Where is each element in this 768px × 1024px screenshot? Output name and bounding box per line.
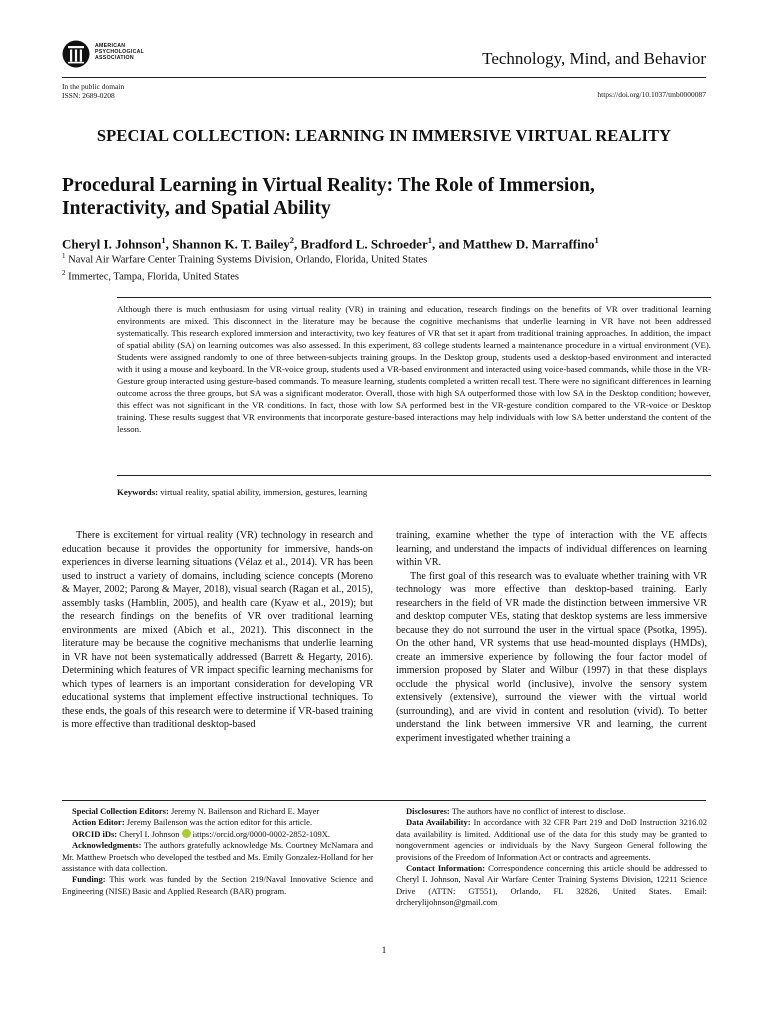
author-name: Cheryl I. Johnson	[62, 236, 162, 252]
abstract-bottom-rule	[117, 475, 711, 476]
footnote: Action Editor: Jeremy Bailenson was the action editor for this article.	[72, 817, 313, 828]
affiliation-item: $^1$ Naval Air Warfare Center Training Systems Division, Orlando, Florida, United States	[62, 252, 428, 266]
body-paragraph: There is excitement for virtual reality (VR) technology in research and education because it provides the opportunity for immersive, hands-on experiences in diverse learning situations (Vélaz et al., 2014). VR has been used to instruct a variety of domains, including science concepts (Moreno & Mayer, 2002; Parong & Mayer, 2018), visual search (Ragan et al., 2015), assembly tasks (Hamblin, 2005), and health care (Kyaw et al., 2019); but the research findings on the benefits of VR over traditional learning environments are mixed (Abich et al., 2021). This disconnect in the literature may be because the cognitive mechanisms that underlie learning in VR have not been systematically addressed (Barrett & Hegarty, 2016). Determining which features of VR impact specific learning mechanisms for which types of learners is an important consideration for developing VR educational systems that implement effective instructional techniques. To these ends, the goals of this research were to determine if VR-based training is more effective than traditional desktop-based	[62, 530, 373, 730]
orcid-link[interactable]: https://orcid.org/0000-0002-2852-109X.	[190, 828, 330, 839]
affiliations	[62, 250, 427, 283]
page-number: 1	[381, 946, 387, 956]
publisher-name: AMERICAN PSYCHOLOGICAL ASSOCIATION	[95, 43, 145, 62]
abstract-text: Although there is much enthusiasm for using virtual reality (VR) in training and education, research findings on the benefits of VR over traditional learning environments are mixed. This disconnect in the literature may be because the cognitive mechanisms that underlie learning in VR have not been addressed systematically. This research explored immersion and interactivity, two key features of VR that set it apart from traditional training approaches. In addition, the impact of spatial ability (SA) on learning outcomes was also assessed. In this experiment, 83 college students learned a maintenance procedure in a virtual environment (VE). Students were assigned randomly to one of three between-subjects training groups. In the Desktop group, students used a desktop-based environment and interacted with it using a mouse and keyboard. In the VR-voice group, students used a VR-based environment and interacted using voice-based commands, while those in the VR-Gesture group interacted using gesture-based commands. To measure learning, students completed a written recall test. There were no significant differences in learning outcome across the three groups, but SA was a significant moderator. Overall, those with high SA outperformed those with low SA in the Desktop condition; however, this effect was not significant in the VR conditions. In fact, those with low SA performed best in the VR-gesture condition compared to the VR-voice or Desktop training. These results suggest that VR environments that incorporate gesture-based interactions may help individuals with low SA better understand the content of the lesson.	[117, 304, 711, 434]
copyright-info: In the public domain ISSN: 2689-0208	[62, 82, 125, 100]
affiliation-item: $^2$ Immertec, Tampa, Florida, United States	[62, 268, 239, 282]
author-name: Shannon K. T. Bailey	[172, 236, 290, 252]
footnotes-left	[62, 806, 373, 897]
doi-link[interactable]: https://doi.org/10.1037/tmb0000087	[597, 90, 706, 99]
footnotes-right	[396, 806, 707, 909]
apa-logo-icon	[62, 40, 90, 68]
abstract-top-rule	[117, 297, 711, 298]
footnote: Contact Information: Correspondence concerning this article should be addressed to Cheryl I. Johnson, Naval Air Warfare Center Training Systems Division, 12211 Science Drive (ATTN: GT551), Orlando, FL 32826, United States. Email: drcherylijohnson@gmail.com	[396, 863, 707, 908]
body-column-right	[396, 529, 707, 745]
footnote: Special Collection Editors: Jeremy N. Bailenson and Richard E. Mayer	[72, 806, 320, 816]
footnote: Disclosures: The authors have no conflict of interest to disclose.	[406, 806, 626, 816]
footnote: Funding: This work was funded by the Section 219/Naval Innovative Science and Engineering (NISE) Basic and Applied Research (BAR) program.	[62, 874, 373, 896]
author-list: Cheryl I. Johnson$^1$, Shannon K. T. Bailey$^2$, Bradford L. Schroeder$^1$, and Matthew D. Marraffino$^1$	[62, 235, 599, 252]
keywords: Keywords: virtual reality, spatial ability, immersion, gestures, learning	[117, 487, 368, 497]
footnote: Acknowledgments: The authors gratefully acknowledge Ms. Courtney McNamara and Mr. Matthew Proetsch who developed the testbed and Ms. Emily Gonzalez-Holland for her assistance with data collection.	[62, 840, 373, 874]
article-title: Procedural Learning in Virtual Reality: The Role of Immersion, Interactivity, and Spatial Ability	[62, 175, 595, 219]
author-name: Matthew D. Marraffino	[462, 236, 595, 252]
body-column-left	[62, 529, 373, 732]
author-name: Bradford L. Schroeder	[300, 236, 428, 252]
body-paragraph: The first goal of this research was to evaluate whether training with VR technology was more effective than desktop-based training. Early researchers in the field of VR made the distinction between immersive VR and desktop computer VEs, stating that desktop systems are less immersive because they do not surround the user in the virtual space (Psotka, 1995). On the other hand, VR systems that use head-mounted displays (HMDs), create an immersive experience by following the four factor model of immersion proposed by Slater and Wilbur (1997) in that these displays occlude the physical world (inclusive), involve the sensory system extensively (extensive), surround the viewer with the virtual world (surrounding), and are vivid in content and resolution (vivid). To better understand the link between immersive VR and learning, the current experiment investigated whether training a	[396, 570, 707, 744]
header-rule	[62, 77, 706, 78]
collection-heading: SPECIAL COLLECTION: LEARNING IN IMMERSIVE VIRTUAL REALITY	[96, 126, 672, 145]
footnote: Data Availability: In accordance with 32 CFR Part 219 and DoD Instruction 3216.02 data availability is limited. Additional use of the data for this study may be granted to nongovernment agencies or individuals by the Navy Surgeon General following the provisions of the Freedom of Information Act or contracts and agreements.	[396, 817, 707, 862]
body-paragraph: training, examine whether the type of interaction with the VE affects learning, and understand the impacts of individual differences on learning within VR.	[396, 530, 707, 568]
footnote: ORCID iDs: Cheryl I. Johnson iD https://orcid.org/0000-0002-2852-109X.	[62, 829, 373, 840]
journal-title: Technology, Mind, and Behavior	[482, 49, 706, 68]
orcid-icon[interactable]	[182, 829, 191, 838]
footnote-rule	[62, 800, 706, 801]
